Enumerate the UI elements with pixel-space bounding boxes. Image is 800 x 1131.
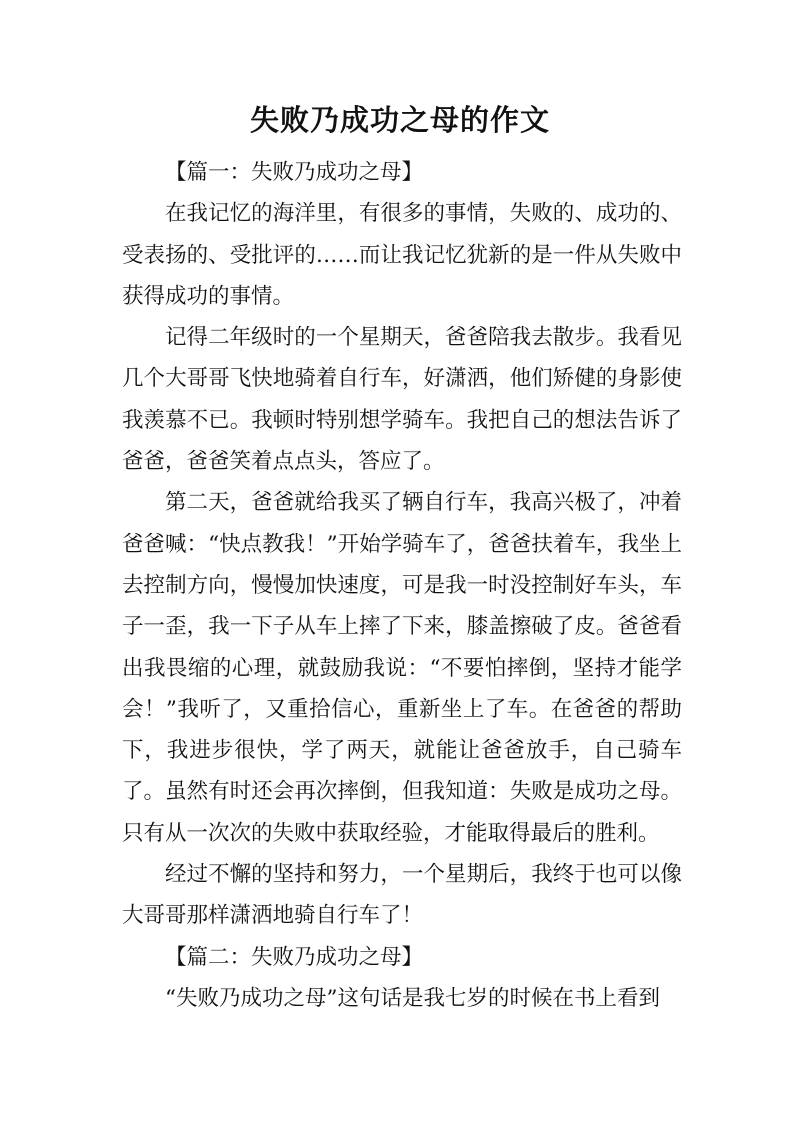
paragraph-3: 第二天，爸爸就给我买了辆自行车，我高兴极了，冲着爸爸喊：“快点教我！”开始学骑车了，爸爸扶着车，我坐上去控制方向，慢慢加快速度，可是我一时没控制好车头，车子一歪，我一下子从车上摔了下来，膝盖擦破了皮。爸爸看出我畏缩的心理，就鼓励我说：“不要怕摔倒，坚持才能学会！”我听了，又重拾信心，重新坐上了车。在爸爸的帮助下，我进步很快，学了两天，就能让爸爸放手，自己骑车了。虽然有时还会再次摔倒，但我知道：失败是成功之母。只有从一次次的失败中获取经验，才能取得最后的胜利。: [122, 490, 682, 846]
section-heading-2: 【篇二：失败乃成功之母】: [165, 944, 424, 970]
section-heading-1: 【篇一：失败乃成功之母】: [165, 160, 424, 185]
paragraph-4: 经过不懈的坚持和努力，一个星期后，我终于也可以像大哥哥那样潇洒地骑自行车了！: [122, 862, 682, 929]
document-title: 失败乃成功之母的作文: [249, 103, 550, 137]
paragraph-1: 在我记忆的海洋里，有很多的事情，失败的、成功的、受表扬的、受批评的……而让我记忆犹新的是一件从失败中获得成功的事情。: [122, 201, 682, 309]
paragraph-5: “失败乃成功之母”这句话是我七岁的时候在书上看到: [165, 985, 660, 1011]
document-body: [122, 152, 682, 1019]
paragraph-2: 记得二年级时的一个星期天，爸爸陪我去散步。我看见几个大哥哥飞快地骑着自行车，好潇洒，他们矫健的身影使我羡慕不已。我顿时特别想学骑车。我把自己的想法告诉了爸爸，爸爸笑着点点头，答应了。: [122, 325, 682, 475]
